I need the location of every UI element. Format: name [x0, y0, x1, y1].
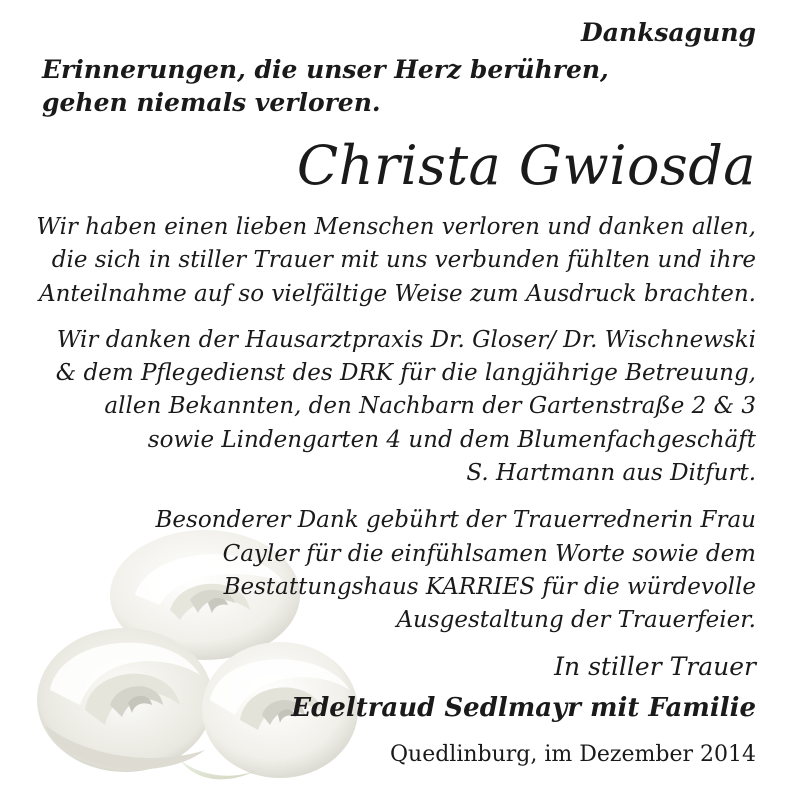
deceased-name: Christa Gwiosda — [296, 134, 756, 197]
rose-left — [37, 628, 213, 772]
quote-line: Erinnerungen, die unser Herz berühren, — [42, 55, 609, 84]
family-signature: Edeltraud Sedlmayr mit Familie — [291, 693, 756, 723]
paragraph-1-line: Wir haben einen lieben Menschen verloren und danken allen, — [36, 214, 756, 240]
paragraph-2-line: S. Hartmann aus Ditfurt. — [466, 460, 756, 486]
closing-phrase: In stiller Trauer — [554, 652, 756, 681]
paragraph-1-line: Anteilnahme auf so vielfältige Weise zum Ausdruck brachten. — [38, 281, 756, 307]
paragraph-3-line: Bestattungshaus KARRIES für die würdevolle — [223, 574, 756, 600]
heading-danksagung: Danksagung — [581, 18, 756, 47]
paragraph-3-line: Besonderer Dank gebührt der Trauerrednerin Frau — [155, 507, 756, 533]
paragraph-1-line: die sich in stiller Trauer mit uns verbunden fühlten und ihre — [51, 247, 756, 273]
place-date: Quedlinburg, im Dezember 2014 — [389, 742, 756, 767]
paragraph-2-line: & dem Pflegedienst des DRK für die langjährige Betreuung, — [55, 360, 756, 386]
quote-line: gehen niemals verloren. — [42, 88, 381, 117]
paragraph-3-line: Ausgestaltung der Trauerfeier. — [396, 607, 756, 633]
paragraph-2-line: Wir danken der Hausarztpraxis Dr. Gloser/ Dr. Wischnewski — [56, 327, 756, 353]
paragraph-2-line: sowie Lindengarten 4 und dem Blumenfachgeschäft — [147, 427, 756, 453]
paragraph-2-line: allen Bekannten, den Nachbarn der Gartenstraße 2 & 3 — [104, 393, 756, 419]
paragraph-3-line: Cayler für die einfühlsamen Worte sowie dem — [222, 541, 756, 567]
